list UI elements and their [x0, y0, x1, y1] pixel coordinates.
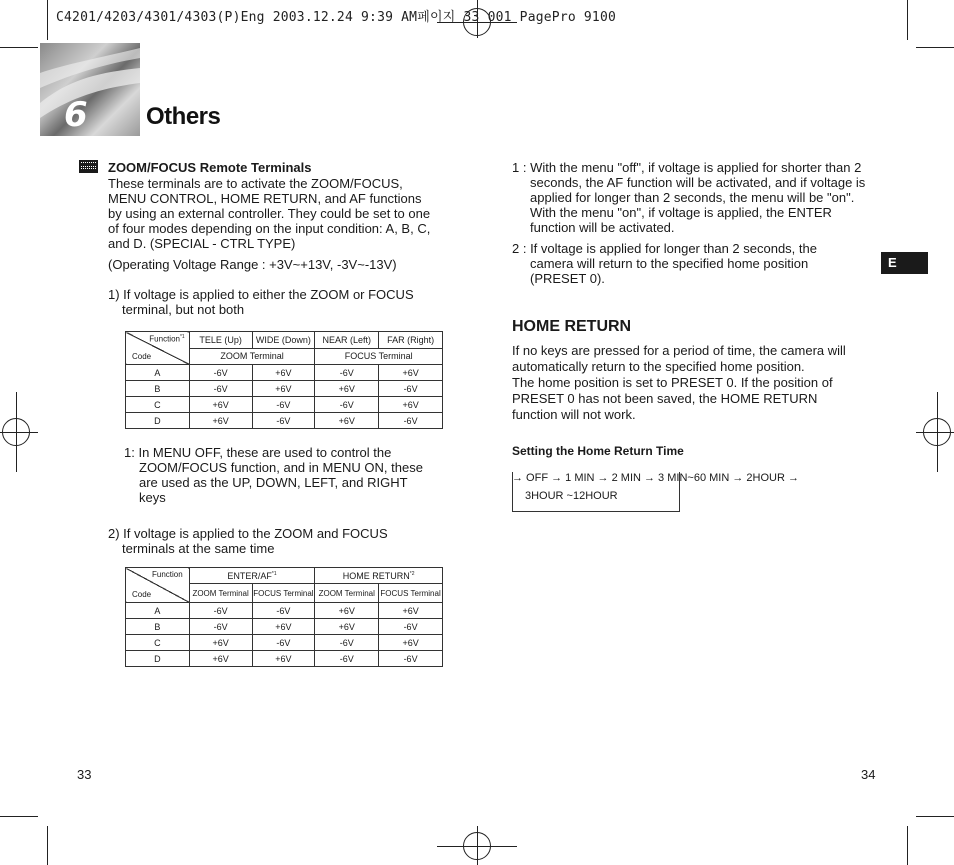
print-header-line: C4201/4203/4301/4303(P)Eng 2003.12.24 9:39 AM페이지 33 001 PagePro 9100	[56, 10, 617, 25]
table-sub-header: FOCUS Terminal	[252, 584, 315, 603]
table-header: FAR (Right)	[379, 332, 443, 349]
home-return-text: If no keys are pressed for a period of time, the camera will automatically return to the specified home position. The home position is set to PRESET 0. If the position of PRESET 0 has not been saved, the HOME RETURN function will not work.	[512, 343, 846, 422]
chapter-title: Others	[146, 103, 221, 130]
home-return-title: HOME RETURN	[512, 318, 632, 335]
table-both-terminals	[125, 567, 443, 667]
table-row: C +6V -6V -6V +6V	[126, 397, 443, 413]
table-row: C +6V -6V -6V +6V	[126, 635, 443, 651]
sequence-line-1: → OFF → 1 MIN → 2 MIN → 3 MIN~60 MIN → 2HOUR →	[512, 472, 799, 484]
table-header: HOME RETURN$^{*2}$	[315, 568, 443, 584]
sequence-line-2: 3HOUR ~12HOUR	[525, 490, 618, 502]
table-row: D +6V -6V +6V -6V	[126, 413, 443, 429]
table-header: NEAR (Left)	[315, 332, 379, 349]
table-header: ENTER/AF$^{*1}$	[189, 568, 315, 584]
intro-paragraph: These terminals are to activate the ZOOM/FOCUS, MENU CONTROL, HOME RETURN, and AF functions by using an external controller. They could be set to one of four modes depending on the input condition: A, B, C, and D. (SPECIAL - CTRL TYPE)	[108, 176, 431, 251]
item-1: 1) If voltage is applied to either the ZOOM or FOCUS terminal, but not both	[108, 287, 414, 317]
page-number-right: 34	[861, 767, 876, 782]
section-title: ZOOM/FOCUS Remote Terminals	[108, 160, 312, 175]
note-home-return: 2 : If voltage is applied for longer than 2 seconds, the camera will return to the specified home position (PRESET 0).	[512, 241, 817, 286]
table-group-header: ZOOM Terminal	[189, 348, 315, 365]
table-header: WIDE (Down)	[252, 332, 315, 349]
table-sub-header: ZOOM Terminal	[189, 584, 252, 603]
table-group-header: FOCUS Terminal	[315, 348, 443, 365]
chapter-number: 6	[64, 95, 88, 135]
item-2: 2) If voltage is applied to the ZOOM and FOCUS terminals at the same time	[108, 526, 388, 556]
note-1: 1: In MENU OFF, these are used to control the ZOOM/FOCUS function, and in MENU ON, these are used as the UP, DOWN, LEFT, and RIGHT keys	[124, 445, 423, 505]
table-row: A -6V +6V -6V +6V	[126, 365, 443, 381]
table-corner: Function Code	[126, 568, 190, 603]
language-tab: E	[881, 252, 928, 274]
table-single-terminal	[125, 331, 443, 429]
page-number-left: 33	[77, 767, 92, 782]
voltage-range: (Operating Voltage Range : +3V~+13V, -3V~-13V)	[108, 257, 397, 272]
terminal-icon	[79, 160, 98, 173]
table-row: B -6V +6V +6V -6V	[126, 619, 443, 635]
table-row: A -6V -6V +6V +6V	[126, 603, 443, 619]
table-sub-header: FOCUS Terminal	[379, 584, 443, 603]
table-row: D +6V +6V -6V -6V	[126, 651, 443, 667]
chapter-image	[40, 43, 140, 136]
note-enter-af: 1 : With the menu "off", if voltage is applied for shorter than 2 seconds, the AF function will be activated, and if voltage is applied for longer than 2 seconds, the menu will be "on". With the menu "on", if voltage is applied, the ENTER function will be activated.	[512, 160, 866, 235]
table-sub-header: ZOOM Terminal	[315, 584, 379, 603]
table-corner: Function$^{*1}$ Code	[126, 332, 190, 365]
setting-title: Setting the Home Return Time	[512, 444, 684, 458]
table-header: TELE (Up)	[189, 332, 252, 349]
table-row: B -6V +6V +6V -6V	[126, 381, 443, 397]
